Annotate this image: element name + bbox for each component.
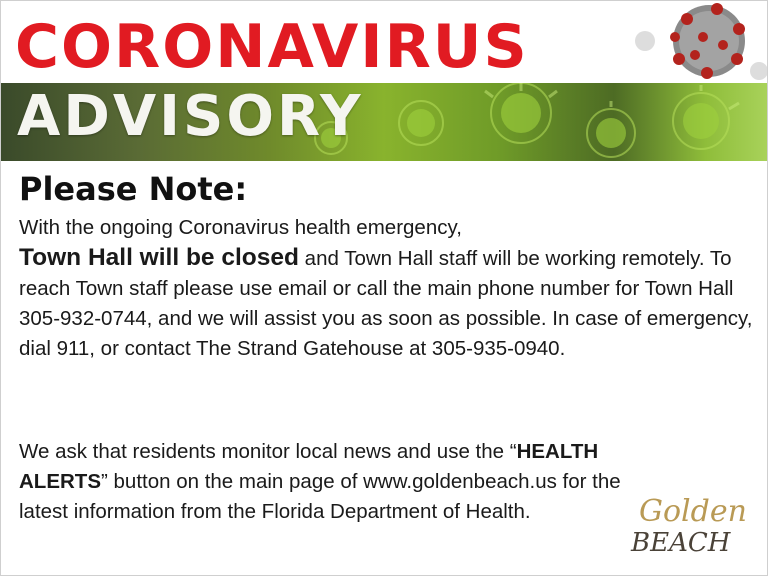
paragraph-intro: With the ongoing Coronavirus health emergency, <box>19 216 462 239</box>
advisory-header <box>1 1 767 161</box>
town-hall-closed-text: Town Hall will be closed <box>19 244 299 271</box>
paragraph-details: and Town Hall staff will be working remotely. To reach Town staff please use email or call the main phone number for Town Hall 305-932-0744, and we will assist you as soon as possible. In case of emergency, dial 911, or contact The Strand Gatehouse at 305-935-0940. <box>19 247 753 360</box>
please-note-heading: Please Note: <box>19 170 248 208</box>
paragraph2-part2: ” button on the main page of www.goldenbeach.us for the latest information from the Florida Department of Health. <box>19 470 621 523</box>
title-advisory: ADVISORY <box>17 84 364 149</box>
coronavirus-icon <box>627 1 767 83</box>
paragraph2-part1: We ask that residents monitor local news and use the “ <box>19 440 517 463</box>
health-alerts-label: HEALTH ALERTS <box>19 440 599 493</box>
closure-paragraph <box>19 213 759 364</box>
logo-beach-text: BEACH <box>631 528 731 558</box>
title-coronavirus: CORONAVIRUS <box>15 12 529 82</box>
health-alerts-paragraph <box>19 437 639 527</box>
logo-golden-text: Golden <box>639 494 747 529</box>
golden-beach-logo <box>629 495 757 563</box>
